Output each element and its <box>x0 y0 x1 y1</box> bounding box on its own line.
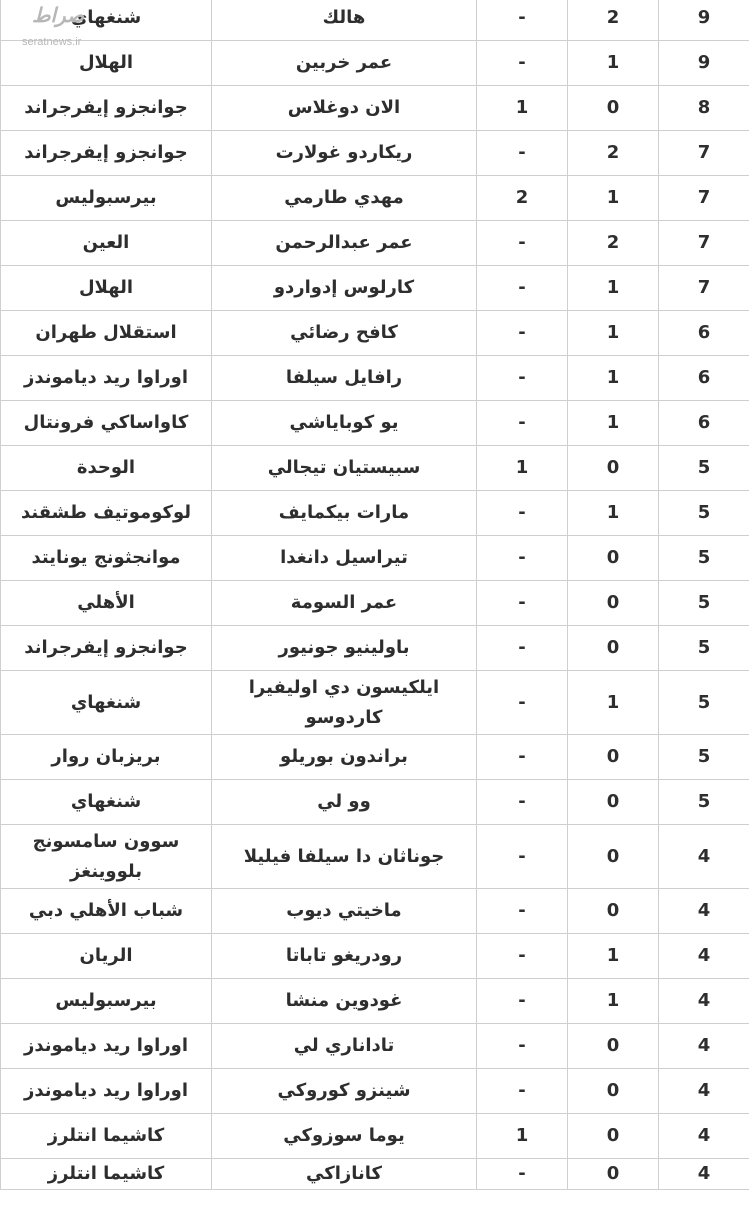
table-row <box>1 780 749 825</box>
goals-cell: 4 <box>659 1114 749 1159</box>
table-row <box>1 176 749 221</box>
table-row <box>1 825 749 889</box>
goals-cell: 5 <box>659 581 749 626</box>
stat-cell-1: 1 <box>568 311 659 356</box>
table-row <box>1 221 749 266</box>
stat-cell-2: 1 <box>477 446 568 491</box>
goals-cell: 7 <box>659 131 749 176</box>
player-name-cell: براندون بوريلو <box>212 735 477 780</box>
stat-cell-1: 0 <box>568 581 659 626</box>
stat-cell-1: 1 <box>568 671 659 735</box>
stat-cell-2: - <box>477 780 568 825</box>
player-name-cell: عمر عبدالرحمن <box>212 221 477 266</box>
club-name-cell: لوكوموتيف طشقند <box>1 491 212 536</box>
player-name-cell: ماخيتي ديوب <box>212 889 477 934</box>
table-row <box>1 671 749 735</box>
stat-cell-1: 0 <box>568 1024 659 1069</box>
club-name-cell: كاشيما انتلرز <box>1 1114 212 1159</box>
player-name-cell: غودوين منشا <box>212 979 477 1024</box>
goals-cell: 5 <box>659 671 749 735</box>
player-name-cell: ريكاردو غولارت <box>212 131 477 176</box>
table-row <box>1 581 749 626</box>
player-name-cell: مارات بيكمايف <box>212 491 477 536</box>
player-name-cell: كارلوس إدواردو <box>212 266 477 311</box>
player-name-cell: جوناثان دا سيلفا فيليلا <box>212 825 477 889</box>
stat-cell-1: 1 <box>568 401 659 446</box>
goals-cell: 7 <box>659 221 749 266</box>
stat-cell-1: 0 <box>568 626 659 671</box>
goals-cell: 5 <box>659 780 749 825</box>
table-row <box>1 446 749 491</box>
stat-cell-2: - <box>477 311 568 356</box>
stat-cell-2: - <box>477 0 568 41</box>
table-row <box>1 356 749 401</box>
stat-cell-1: 2 <box>568 0 659 41</box>
player-name-cell: رافايل سيلفا <box>212 356 477 401</box>
stat-cell-1: 0 <box>568 889 659 934</box>
table-row <box>1 266 749 311</box>
table-row <box>1 401 749 446</box>
club-name-cell: شنغهاي <box>1 671 212 735</box>
stat-cell-1: 0 <box>568 446 659 491</box>
stat-cell-2: - <box>477 626 568 671</box>
stat-cell-2: - <box>477 889 568 934</box>
table-row <box>1 41 749 86</box>
goals-cell: 5 <box>659 735 749 780</box>
goals-cell: 4 <box>659 1024 749 1069</box>
club-name-cell: جوانجزو إيفرجراند <box>1 86 212 131</box>
player-name-cell: تاداناري لي <box>212 1024 477 1069</box>
player-name-cell: تيراسيل دانغدا <box>212 536 477 581</box>
stat-cell-2: - <box>477 401 568 446</box>
stat-cell-1: 0 <box>568 536 659 581</box>
goals-cell: 4 <box>659 1159 749 1190</box>
watermark-site: seratnews.ir <box>22 36 82 48</box>
player-name-cell: عمر خربين <box>212 41 477 86</box>
stat-cell-1: 1 <box>568 979 659 1024</box>
goals-cell: 9 <box>659 0 749 41</box>
goals-cell: 6 <box>659 311 749 356</box>
stat-cell-2: 2 <box>477 176 568 221</box>
table-row <box>1 536 749 581</box>
stat-cell-1: 0 <box>568 1069 659 1114</box>
stat-cell-1: 1 <box>568 934 659 979</box>
stat-cell-1: 0 <box>568 1114 659 1159</box>
stat-cell-2: - <box>477 356 568 401</box>
stat-cell-2: - <box>477 221 568 266</box>
table-row <box>1 934 749 979</box>
club-name-cell: العين <box>1 221 212 266</box>
player-name-cell: كانازاكي <box>212 1159 477 1190</box>
stat-cell-2: - <box>477 536 568 581</box>
stat-cell-2: - <box>477 1069 568 1114</box>
goals-cell: 5 <box>659 491 749 536</box>
goals-cell: 4 <box>659 889 749 934</box>
club-name-cell: شنغهاي <box>1 0 212 41</box>
table-row <box>1 889 749 934</box>
player-name-cell: مهدي طارمي <box>212 176 477 221</box>
stat-cell-2: - <box>477 934 568 979</box>
club-name-cell: بريزبان روار <box>1 735 212 780</box>
club-name-cell: جوانجزو إيفرجراند <box>1 131 212 176</box>
table-row <box>1 735 749 780</box>
goals-cell: 4 <box>659 934 749 979</box>
table-row <box>1 1024 749 1069</box>
goals-cell: 6 <box>659 356 749 401</box>
club-name-cell: جوانجزو إيفرجراند <box>1 626 212 671</box>
stat-cell-1: 1 <box>568 266 659 311</box>
player-name-cell: باولينيو جونيور <box>212 626 477 671</box>
stat-cell-2: - <box>477 266 568 311</box>
goals-cell: 6 <box>659 401 749 446</box>
stat-cell-1: 2 <box>568 131 659 176</box>
club-name-cell: الأهلي <box>1 581 212 626</box>
stat-cell-2: - <box>477 581 568 626</box>
stat-cell-2: - <box>477 671 568 735</box>
club-name-cell: اوراوا ريد دياموندز <box>1 1024 212 1069</box>
club-name-cell: شباب الأهلي دبي <box>1 889 212 934</box>
table-row <box>1 86 749 131</box>
table-row <box>1 1114 749 1159</box>
table-row <box>1 1069 749 1114</box>
stat-cell-2: - <box>477 1024 568 1069</box>
table-row <box>1 979 749 1024</box>
scorers-table-body <box>1 0 749 1190</box>
player-name-cell: وو لي <box>212 780 477 825</box>
stat-cell-2: - <box>477 1159 568 1190</box>
goals-cell: 4 <box>659 1069 749 1114</box>
club-name-cell: الهلال <box>1 41 212 86</box>
table-row <box>1 0 749 41</box>
stat-cell-2: - <box>477 41 568 86</box>
stat-cell-1: 0 <box>568 1159 659 1190</box>
club-name-cell: سوون سامسونج بلووينغز <box>1 825 212 889</box>
stat-cell-1: 0 <box>568 780 659 825</box>
stat-cell-2: - <box>477 491 568 536</box>
club-name-cell: بيرسبوليس <box>1 176 212 221</box>
stat-cell-1: 1 <box>568 491 659 536</box>
stat-cell-1: 1 <box>568 356 659 401</box>
goals-cell: 9 <box>659 41 749 86</box>
goals-cell: 5 <box>659 626 749 671</box>
table-row <box>1 626 749 671</box>
table-row <box>1 131 749 176</box>
player-name-cell: يو كوباياشي <box>212 401 477 446</box>
stat-cell-2: - <box>477 979 568 1024</box>
stat-cell-1: 0 <box>568 86 659 131</box>
stat-cell-2: 1 <box>477 1114 568 1159</box>
club-name-cell: كاشيما انتلرز <box>1 1159 212 1190</box>
stat-cell-1: 1 <box>568 176 659 221</box>
table-row <box>1 491 749 536</box>
club-name-cell: استقلال طهران <box>1 311 212 356</box>
player-name-cell: يوما سوزوكي <box>212 1114 477 1159</box>
player-name-cell: الان دوغلاس <box>212 86 477 131</box>
player-name-cell: هالك <box>212 0 477 41</box>
stat-cell-2: - <box>477 825 568 889</box>
stat-cell-1: 2 <box>568 221 659 266</box>
club-name-cell: اوراوا ريد دياموندز <box>1 1069 212 1114</box>
goals-cell: 4 <box>659 979 749 1024</box>
goals-cell: 5 <box>659 536 749 581</box>
club-name-cell: شنغهاي <box>1 780 212 825</box>
stat-cell-2: - <box>477 735 568 780</box>
watermark-logo: صراط <box>32 3 85 27</box>
stat-cell-1: 0 <box>568 735 659 780</box>
goals-cell: 4 <box>659 825 749 889</box>
player-name-cell: ايلكيسون دي اوليفيرا كاردوسو <box>212 671 477 735</box>
table-row <box>1 311 749 356</box>
club-name-cell: بيرسبوليس <box>1 979 212 1024</box>
stat-cell-1: 1 <box>568 41 659 86</box>
goals-cell: 8 <box>659 86 749 131</box>
club-name-cell: الريان <box>1 934 212 979</box>
club-name-cell: موانجثونج يونايتد <box>1 536 212 581</box>
goals-cell: 7 <box>659 266 749 311</box>
player-name-cell: عمر السومة <box>212 581 477 626</box>
goals-cell: 5 <box>659 446 749 491</box>
stat-cell-1: 0 <box>568 825 659 889</box>
club-name-cell: كاواساكي فرونتال <box>1 401 212 446</box>
player-name-cell: رودريغو تاباتا <box>212 934 477 979</box>
player-name-cell: سبيستيان تيجالي <box>212 446 477 491</box>
club-name-cell: الوحدة <box>1 446 212 491</box>
stat-cell-2: 1 <box>477 86 568 131</box>
table-row <box>1 1159 749 1190</box>
player-name-cell: كافح رضائي <box>212 311 477 356</box>
stat-cell-2: - <box>477 131 568 176</box>
goals-cell: 7 <box>659 176 749 221</box>
club-name-cell: اوراوا ريد دياموندز <box>1 356 212 401</box>
player-name-cell: شينزو كوروكي <box>212 1069 477 1114</box>
club-name-cell: الهلال <box>1 266 212 311</box>
